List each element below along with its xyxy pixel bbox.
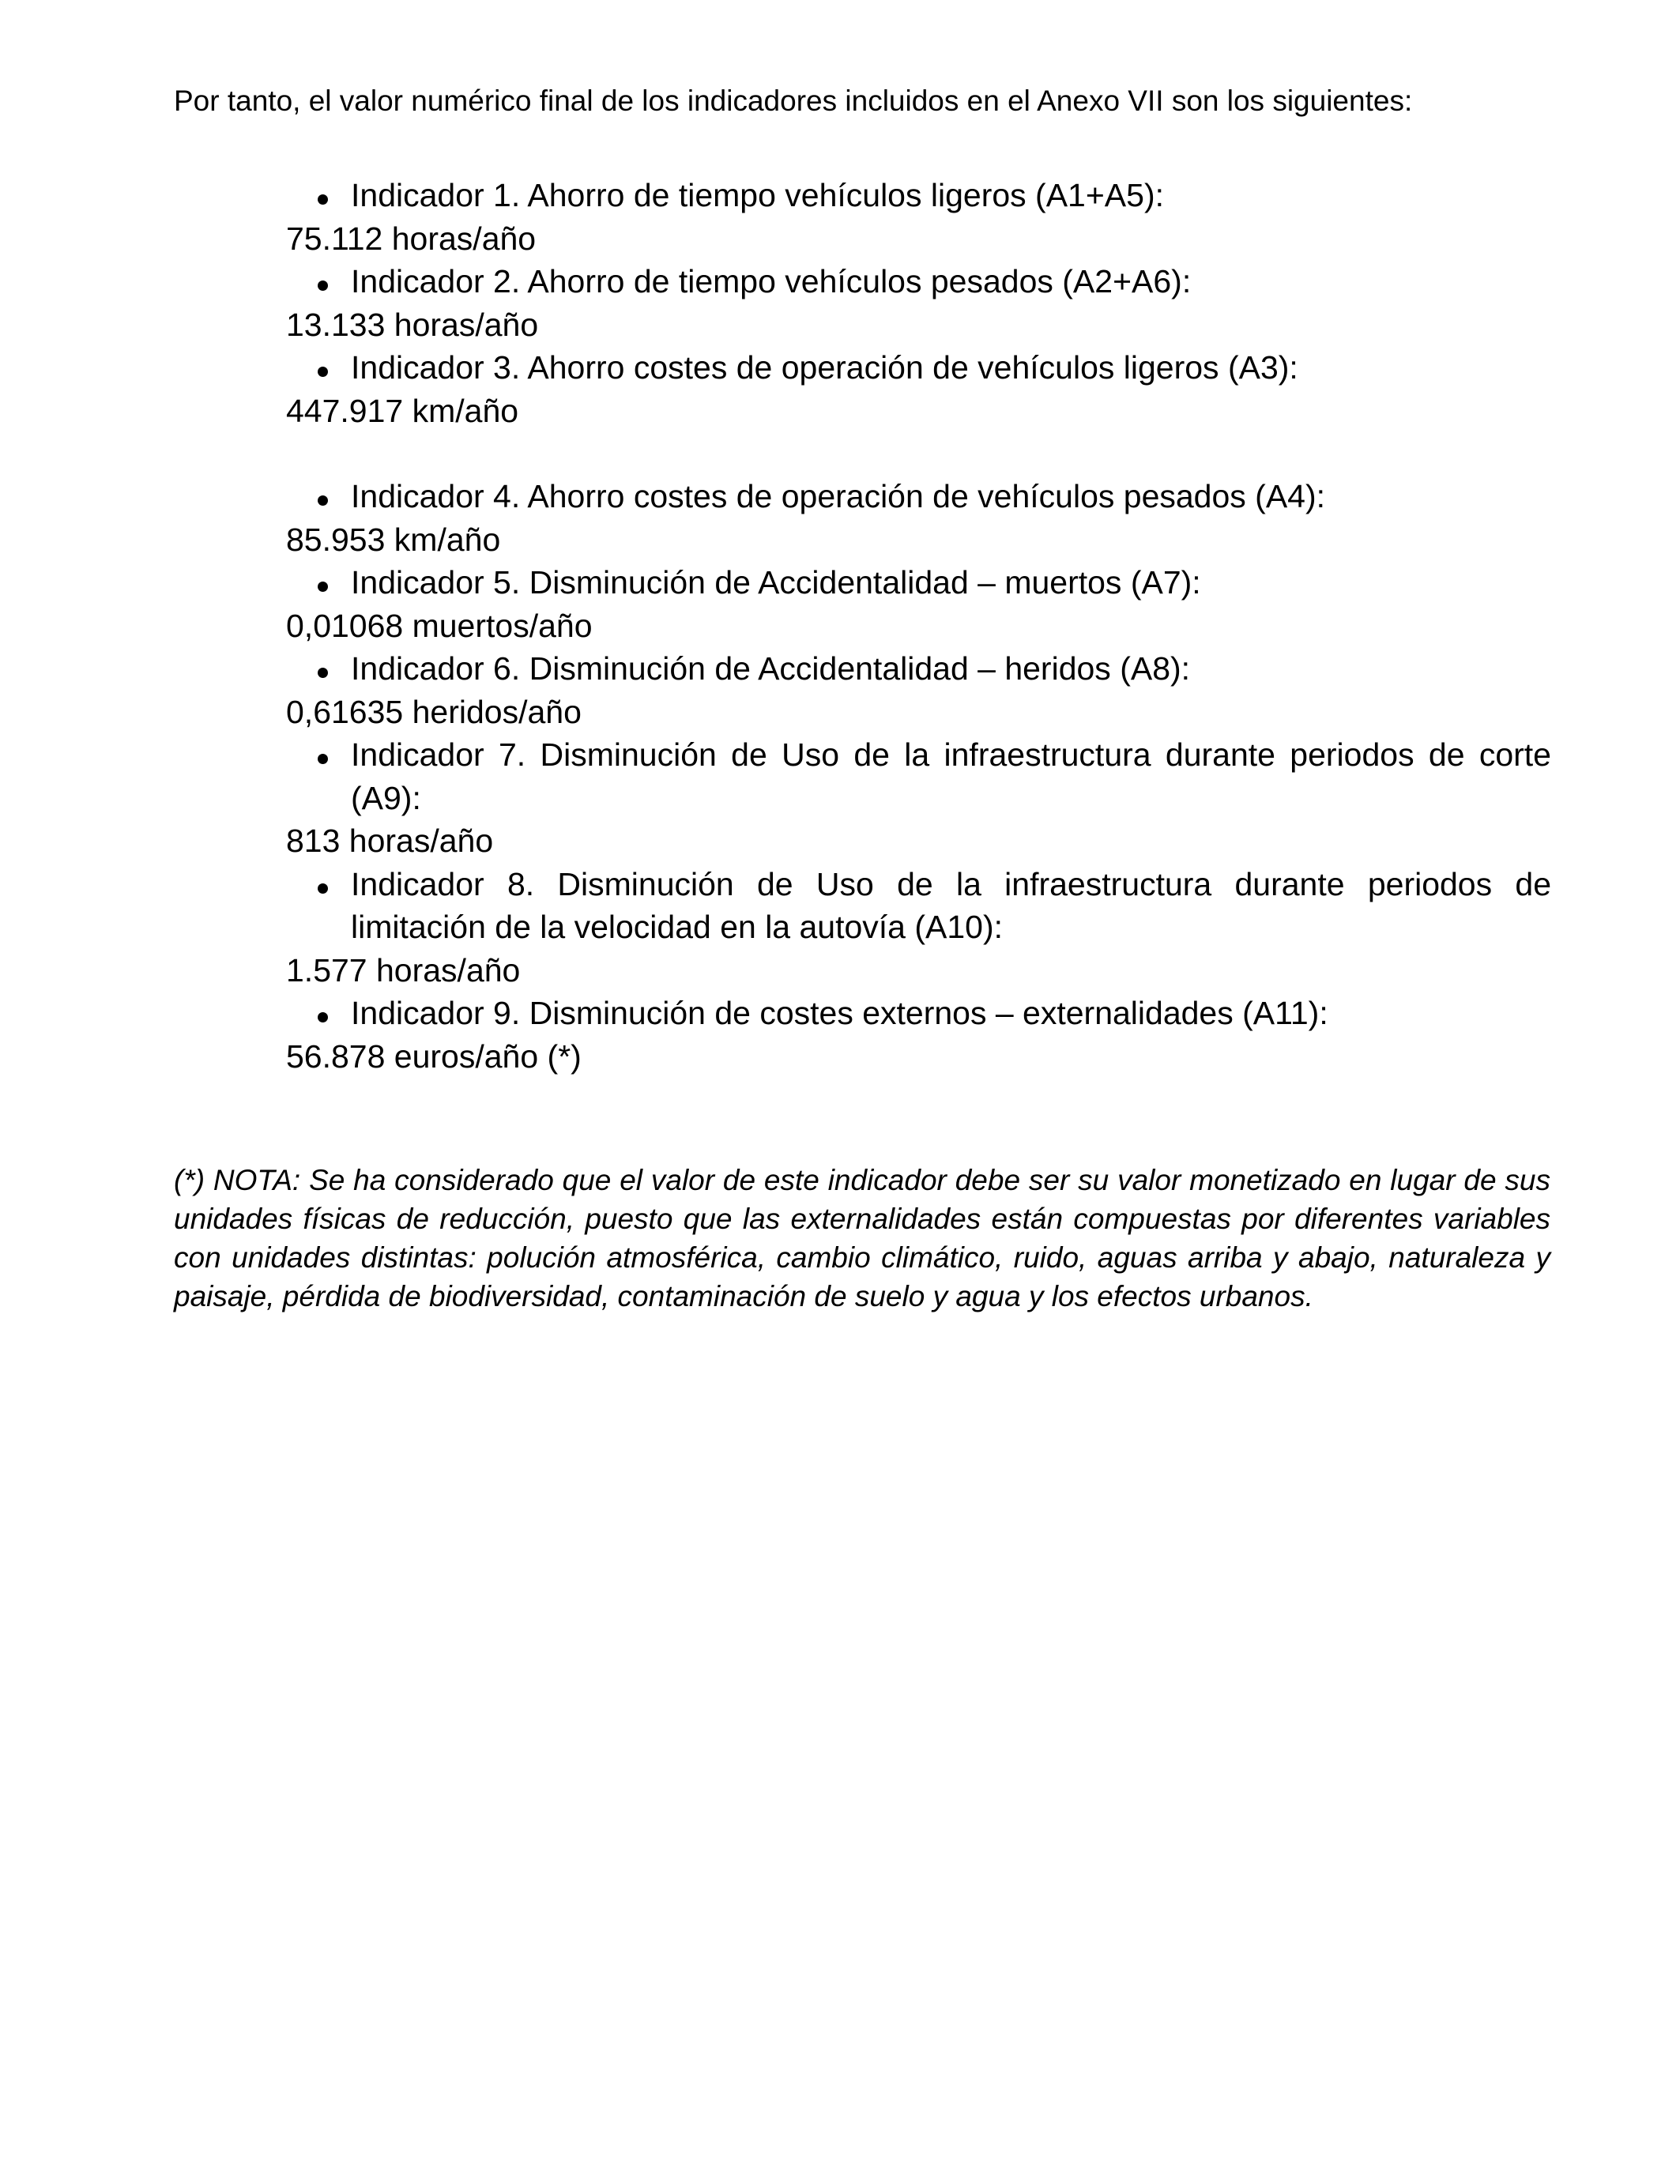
indicator-value: 813 horas/año [286,823,494,859]
indicator-item-3 [286,346,1551,432]
indicator-label: Indicador 7. Disminución de Uso de la infraestructura durante periodos de corte (A9): [351,736,1551,816]
bullet-icon [318,1012,328,1022]
indicator-value: 13.133 horas/año [286,306,539,343]
bullet-icon [318,668,328,678]
indicator-value: 447.917 km/año [286,392,519,429]
indicator-label-line [286,992,1551,1035]
bullet-icon [318,495,328,506]
indicator-value: 0,01068 muertos/año [286,607,593,644]
indicator-label-line [286,346,1551,390]
indicator-label: Indicador 6. Disminución de Accidentalidad – heridos (A8): [351,650,1191,687]
indicator-value: 56.878 euros/año (*) [286,1037,582,1075]
indicator-label: Indicador 5. Disminución de Accidentalidad – muertos (A7): [351,564,1201,601]
indicator-list [286,174,1551,1078]
indicator-item-4 [286,475,1551,561]
bullet-icon [318,367,328,377]
indicator-item-7 [286,733,1551,863]
indicator-label-line [286,174,1551,217]
indicator-label: Indicador 9. Disminución de costes externos – externalidades (A11): [351,995,1328,1031]
bullet-icon [318,754,328,764]
indicator-item-1 [286,174,1551,260]
indicator-item-8 [286,863,1551,992]
indicator-value: 1.577 horas/año [286,951,521,988]
indicator-label-line [286,561,1551,604]
indicator-item-5 [286,561,1551,647]
indicator-label: Indicador 3. Ahorro costes de operación de vehículos ligeros (A3): [351,349,1298,386]
bullet-icon [318,582,328,592]
indicator-label-line [286,475,1551,518]
bullet-icon [318,883,328,894]
indicator-label-line [286,863,1551,949]
indicator-value: 85.953 km/año [286,521,501,558]
indicator-value: 0,61635 heridos/año [286,693,582,730]
indicator-item-2 [286,260,1551,346]
bullet-icon [318,281,328,291]
indicator-label: Indicador 8. Disminución de Uso de la infraestructura durante periodos de limitación de la velocidad en la autovía (A10): [351,865,1551,945]
indicator-value: 75.112 horas/año [286,220,537,257]
indicator-label-line [286,647,1551,691]
bullet-icon [318,194,328,205]
indicator-label: Indicador 1. Ahorro de tiempo vehículos ligeros (A1+A5): [351,177,1164,213]
intro-paragraph: Por tanto, el valor numérico final de los indicadores incluidos en el Anexo VII son los siguientes: [174,85,1413,117]
indicator-label: Indicador 4. Ahorro costes de operación de vehículos pesados (A4): [351,478,1326,514]
indicator-label: Indicador 2. Ahorro de tiempo vehículos pesados (A2+A6): [351,263,1192,299]
footnote: (*) NOTA: Se ha considerado que el valor de este indicador debe ser su valor monetizado en lugar de sus unidades físicas de reducción, puesto que las externalidades están compuestas por diferentes variables con unidades distintas: polución atmosférica, cambio climático, ruido, aguas arriba y abajo, naturaleza y paisaje, pérdida de biodiversidad, contaminación de suelo y agua y los efectos urbanos. [174,1164,1550,1312]
indicator-item-9 [286,992,1551,1078]
indicator-label-line [286,733,1551,819]
blank-line [286,432,1551,475]
indicator-label-line [286,260,1551,303]
indicator-item-6 [286,647,1551,733]
